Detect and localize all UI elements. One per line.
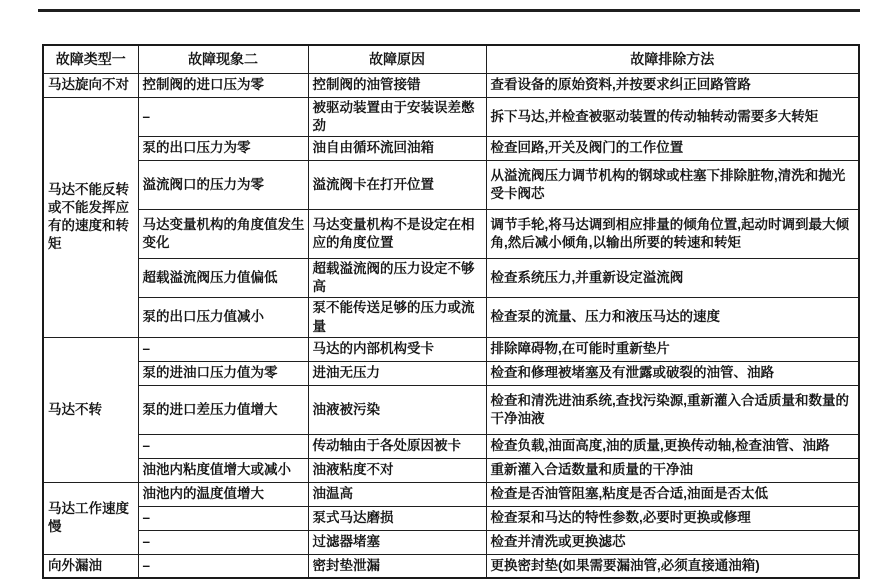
cell-method: 查看设备的原始资料,并按要求纠正回路管路 xyxy=(486,73,859,97)
table-row xyxy=(43,160,859,209)
table-row xyxy=(43,97,859,136)
top-rule-line xyxy=(38,9,860,12)
column-header-method: 故障排除方法 xyxy=(486,45,859,73)
cell-method: 排除障碍物,在可能时重新垫片 xyxy=(486,337,859,361)
cell-method: 检查泵和马达的特性参数,必要时更换或修理 xyxy=(486,506,859,530)
cell-cause: 马达的内部机构受卡 xyxy=(308,337,486,361)
cell-method: 从溢流阀压力调节机构的钢球或柱塞下排除脏物,清洗和抛光受卡阀芯 xyxy=(486,160,859,209)
table-row xyxy=(43,337,859,361)
cell-phenomenon: 泵的进口差压力值增大 xyxy=(138,385,308,434)
cell-method: 拆下马达,并检查被驱动装置的传动轴转动需要多大转矩 xyxy=(486,97,859,136)
cell-phenomenon: – xyxy=(138,434,308,458)
cell-cause: 过滤器堵塞 xyxy=(308,530,486,554)
cell-cause: 被驱动装置由于安装误差憋劲 xyxy=(308,97,486,136)
cell-fault-type: 马达工作速度慢 xyxy=(43,482,138,554)
cell-fault-type: 马达旋向不对 xyxy=(43,73,138,97)
cell-method: 调节手轮,将马达调到相应排量的倾角位置,起动时调到最大倾角,然后减小倾角,以输出所要的转速和转矩 xyxy=(486,209,859,258)
cell-cause: 溢流阀卡在打开位置 xyxy=(308,160,486,209)
cell-method: 重新灌入合适数量和质量的干净油 xyxy=(486,458,859,482)
cell-cause: 控制阀的油管接错 xyxy=(308,73,486,97)
cell-phenomenon: 油池内的温度值增大 xyxy=(138,482,308,506)
table-row xyxy=(43,258,859,297)
cell-cause: 油液被污染 xyxy=(308,385,486,434)
cell-cause: 油液粘度不对 xyxy=(308,458,486,482)
cell-cause: 泵式马达磨损 xyxy=(308,506,486,530)
cell-phenomenon: – xyxy=(138,530,308,554)
cell-method: 检查和清洗进油系统,查找污染源,重新灌入合适质量和数量的干净油液 xyxy=(486,385,859,434)
cell-phenomenon: 泵的出口压力为零 xyxy=(138,136,308,160)
table-row xyxy=(43,458,859,482)
cell-cause: 油自由循环流回油箱 xyxy=(308,136,486,160)
table-row xyxy=(43,385,859,434)
cell-phenomenon: – xyxy=(138,554,308,578)
cell-phenomenon: – xyxy=(138,97,308,136)
cell-phenomenon: 泵的出口压力值减小 xyxy=(138,298,308,337)
table-row xyxy=(43,434,859,458)
cell-method: 检查回路,开关及阀门的工作位置 xyxy=(486,136,859,160)
cell-fault-type: 马达不能反转或不能发挥应有的速度和转矩 xyxy=(43,97,138,337)
cell-phenomenon: 溢流阀口的压力为零 xyxy=(138,160,308,209)
cell-phenomenon: 控制阀的进口压为零 xyxy=(138,73,308,97)
table-row xyxy=(43,530,859,554)
table-row xyxy=(43,554,859,578)
cell-phenomenon: – xyxy=(138,506,308,530)
table-row xyxy=(43,209,859,258)
cell-method: 更换密封垫(如果需要漏油管,必须直接通油箱) xyxy=(486,554,859,578)
cell-cause: 泵不能传送足够的压力或流量 xyxy=(308,298,486,337)
cell-method: 检查系统压力,并重新设定溢流阀 xyxy=(486,258,859,297)
column-header-phenomenon: 故障现象二 xyxy=(138,45,308,73)
cell-cause: 超载溢流阀的压力设定不够高 xyxy=(308,258,486,297)
cell-cause: 油温高 xyxy=(308,482,486,506)
cell-method: 检查泵的流量、压力和液压马达的速度 xyxy=(486,298,859,337)
table-row xyxy=(43,506,859,530)
table-row xyxy=(43,136,859,160)
table-row xyxy=(43,482,859,506)
cell-cause: 马达变量机构不是设定在相应的角度位置 xyxy=(308,209,486,258)
cell-method: 检查并清洗或更换滤芯 xyxy=(486,530,859,554)
cell-phenomenon: – xyxy=(138,337,308,361)
cell-cause: 密封垫泄漏 xyxy=(308,554,486,578)
cell-phenomenon: 超载溢流阀压力值偏低 xyxy=(138,258,308,297)
table-row xyxy=(43,73,859,97)
cell-fault-type: 马达不转 xyxy=(43,337,138,482)
cell-method: 检查负载,油面高度,油的质量,更换传动轴,检查油管、油路 xyxy=(486,434,859,458)
header-row xyxy=(43,45,859,73)
cell-phenomenon: 泵的进油口压力值为零 xyxy=(138,361,308,385)
cell-method: 检查和修理被堵塞及有泄露或破裂的油管、油路 xyxy=(486,361,859,385)
cell-fault-type: 向外漏油 xyxy=(43,554,138,578)
column-header-cause: 故障原因 xyxy=(308,45,486,73)
cell-phenomenon: 马达变量机构的角度值发生变化 xyxy=(138,209,308,258)
table-row xyxy=(43,298,859,337)
cell-cause: 进油无压力 xyxy=(308,361,486,385)
cell-method: 检查是否油管阻塞,粘度是否合适,油面是否太低 xyxy=(486,482,859,506)
cell-cause: 传动轴由于各处原因被卡 xyxy=(308,434,486,458)
cell-phenomenon: 油池内粘度值增大或减小 xyxy=(138,458,308,482)
column-header-fault-type: 故障类型一 xyxy=(43,45,138,73)
fault-diagnosis-table xyxy=(42,44,860,579)
table-row xyxy=(43,361,859,385)
